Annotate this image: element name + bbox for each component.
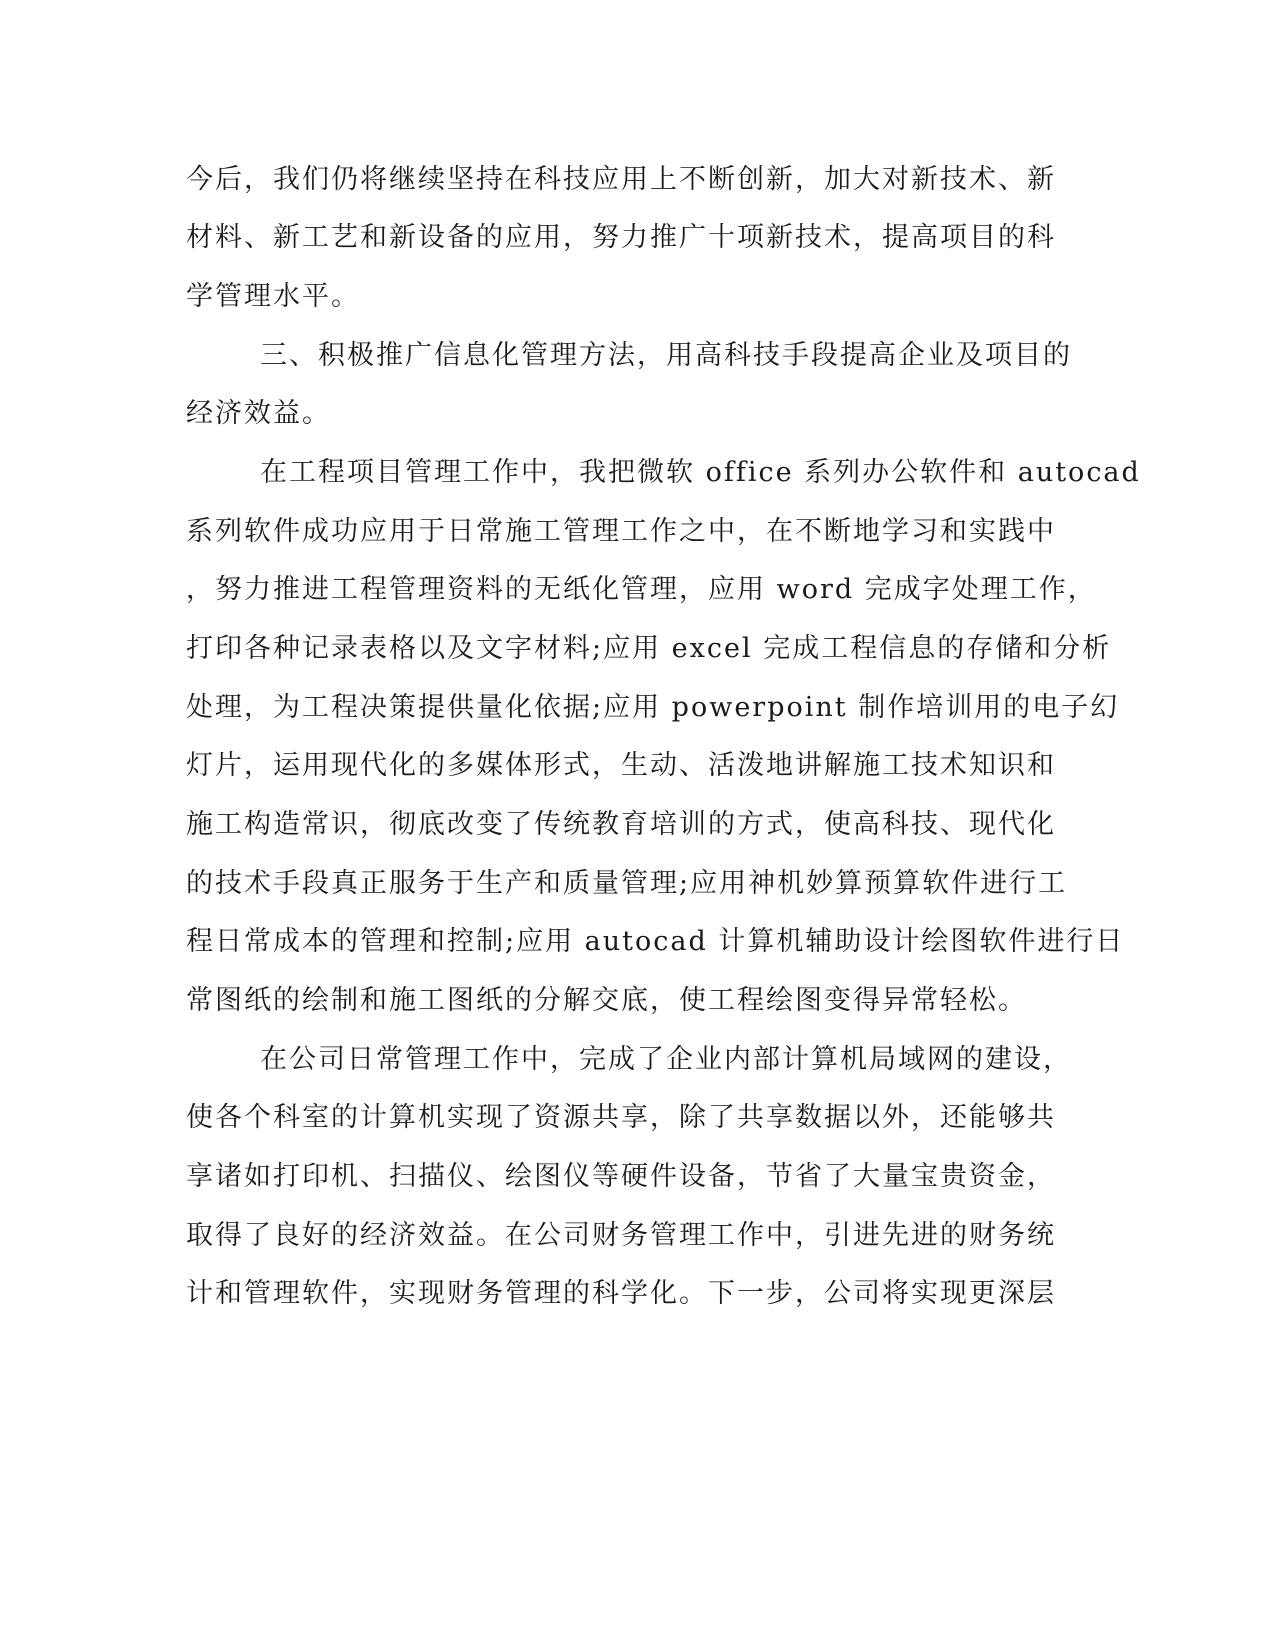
text-line: 处理，为工程决策提供量化依据;应用 powerpoint 制作培训用的电子幻 [186,692,1120,723]
section-heading: 三、积极推广信息化管理方法，用高科技手段提高企业及项目的 [260,340,1072,371]
text-line: 常图纸的绘制和施工图纸的分解交底，使工程绘图变得异常轻松。 [186,985,1027,1016]
text-line: 今后，我们仍将继续坚持在科技应用上不断创新，加大对新技术、新 [186,164,1056,195]
text-line: 系列软件成功应用于日常施工管理工作之中，在不断地学习和实践中 [186,516,1056,547]
text-line: 学管理水平。 [186,281,360,312]
text-line: 计和管理软件，实现财务管理的科学化。下一步，公司将实现更深层 [186,1278,1056,1309]
text-line: 享诸如打印机、扫描仪、绘图仪等硬件设备，节省了大量宝贵资金， [186,1161,1056,1192]
text-line: 程日常成本的管理和控制;应用 autocad 计算机辅助设计绘图软件进行日 [186,926,1125,957]
text-line: 在公司日常管理工作中，完成了企业内部计算机局域网的建设， [260,1044,1072,1075]
text-line: ，努力推进工程管理资料的无纸化管理，应用 word 完成字处理工作， [186,574,1097,605]
text-line: 在工程项目管理工作中，我把微软 office 系列办公软件和 autocad [260,457,1141,488]
text-line: 打印各种记录表格以及文字材料;应用 excel 完成工程信息的存储和分析 [186,633,1112,664]
text-line: 取得了良好的经济效益。在公司财务管理工作中，引进先进的财务统 [186,1220,1056,1251]
text-line: 施工构造常识，彻底改变了传统教育培训的方式，使高科技、现代化 [186,809,1056,840]
text-line: 使各个科室的计算机实现了资源共享，除了共享数据以外，还能够共 [186,1102,1056,1133]
text-line: 材料、新工艺和新设备的应用，努力推广十项新技术，提高项目的科 [186,222,1056,253]
section-heading-continued: 经济效益。 [186,398,331,429]
text-line: 的技术手段真正服务于生产和质量管理;应用神机妙算预算软件进行工 [186,868,1068,899]
text-line: 灯片，运用现代化的多媒体形式，生动、活泼地讲解施工技术知识和 [186,750,1056,781]
